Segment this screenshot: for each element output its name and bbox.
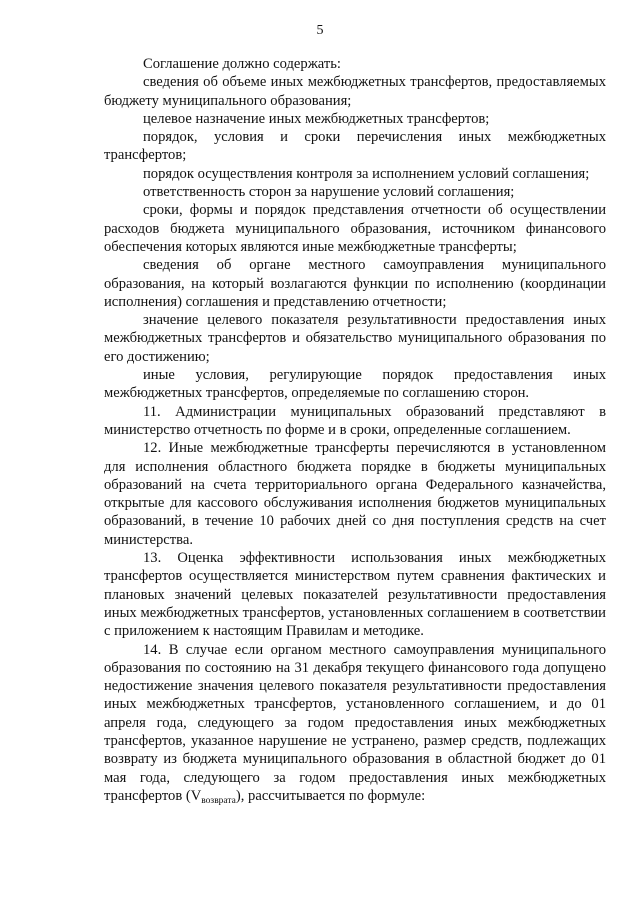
- paragraph-other-conditions: иные условия, регулирующие порядок предоставления иных межбюджетных трансфертов, определяемые по соглашению сторон.: [104, 367, 606, 402]
- paragraph-reporting: сроки, формы и порядок представления отчетности об осуществлении расходов бюджета муниципального образования, источником финансового обеспечения которых являются иные межбюджетные трансферты;: [104, 202, 606, 255]
- paragraph-control: порядок осуществления контроля за исполнением условий соглашения;: [143, 165, 590, 182]
- paragraph-local-authority: сведения об органе местного самоуправления муниципального образования, на который возлагаются функции по исполнению (координации исполнения) соглашения и представлению отчетности;: [104, 257, 606, 310]
- paragraph-transfer-volume: сведения об объеме иных межбюджетных трансфертов, предоставляемых бюджету муниципального образования;: [104, 74, 606, 109]
- clause-14-tail: ), рассчитывается по формуле:: [235, 787, 426, 804]
- paragraph-target-indicator: значение целевого показателя результативности предоставления иных межбюджетных трансфертов и обязательство муниципального образования по его достижению;: [104, 312, 606, 365]
- page-number: 5: [316, 23, 324, 38]
- clause-14-text: 14. В случае если органом местного самоуправления муниципального образования по состоянию на 31 декабря текущего финансового года допущено недостижение значения целевого показателя результативности предоставления иных межбюджетных трансфертов, установленного соглашением, и до 01 апреля года, следующего за годом предоставления иных межбюджетных трансфертов, указанное нарушение не устранено, размер средств, подлежащих возврату из бюджета муниципального образования в областной бюджет до 01 мая года, следующего за годом предоставления иных межбюджетных трансфертов (V: [104, 641, 606, 804]
- paragraph-purpose: целевое назначение иных межбюджетных трансфертов;: [143, 110, 490, 127]
- paragraph-clause-12: 12. Иные межбюджетные трансферты перечисляются в установленном для исполнения областного бюджета порядке в бюджеты муниципальных образований на счета территориального органа Федерального казначейства, открытые для кассового обслуживания исполнения бюджетов муниципальных образований, в течение 10 рабочих дней со дня поступления средств на счет министерства.: [104, 440, 606, 548]
- paragraph-clause-11: 11. Администрации муниципальных образований представляют в министерство отчетность по форме и в сроки, определенные соглашением.: [104, 403, 606, 438]
- paragraph-transfer-procedure: порядок, условия и сроки перечисления иных межбюджетных трансфертов;: [104, 129, 606, 164]
- clause-14-subscript: возврата: [201, 795, 236, 806]
- paragraph-clause-13: 13. Оценка эффективности использования иных межбюджетных трансфертов осуществляется министерством путем сравнения фактических и плановых значений целевых показателей результативности предоставления иных межбюджетных трансфертов, установленных соглашением в соответствии с приложением к настоящим Правилам и методике.: [104, 550, 606, 640]
- document-body: [104, 55, 606, 805]
- paragraph-responsibility: ответственность сторон за нарушение условий соглашения;: [143, 184, 515, 201]
- paragraph-agreement-intro: Соглашение должно содержать:: [143, 56, 341, 72]
- paragraph-clause-14: [104, 641, 606, 806]
